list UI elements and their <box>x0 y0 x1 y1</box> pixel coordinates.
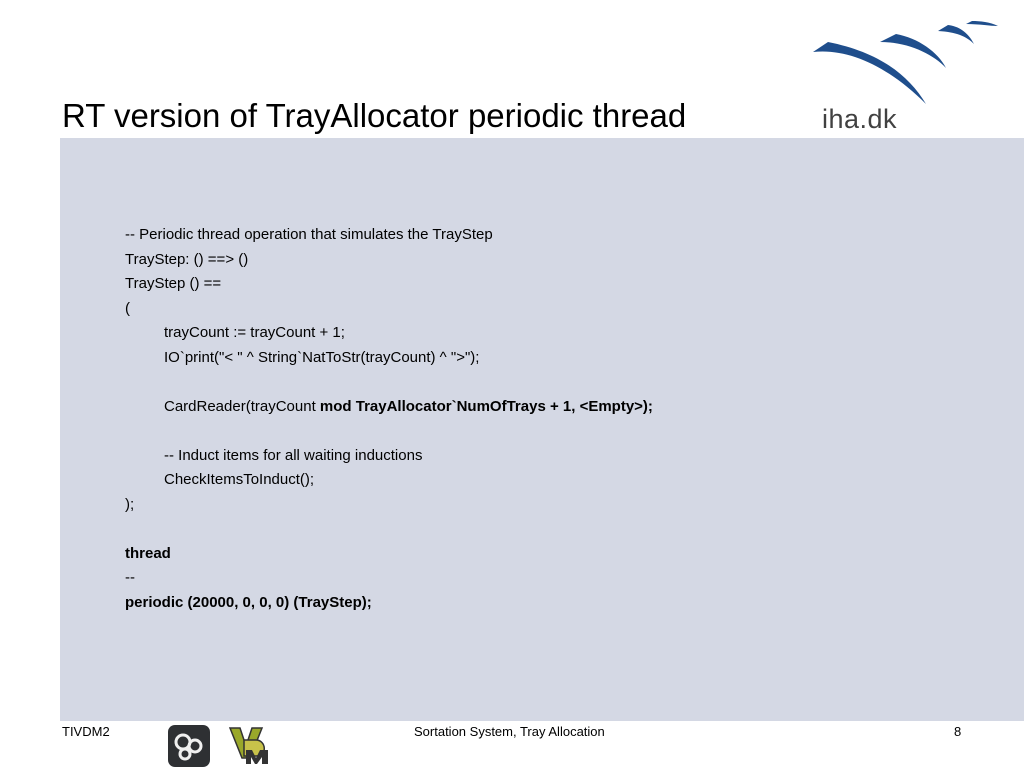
code-line <box>125 592 653 617</box>
code-line <box>125 273 653 298</box>
code-text: periodic (20000, 0, 0, 0) (TrayStep); <box>125 593 372 611</box>
code-text: -- Induct items for all waiting inductions <box>164 446 423 464</box>
code-text: TrayStep () == <box>125 275 222 292</box>
code-blank-line <box>125 518 653 543</box>
code-line <box>125 347 653 372</box>
overture-icon <box>168 725 210 767</box>
code-line <box>125 298 653 323</box>
code-blank-line <box>125 371 653 396</box>
footer-page-number: 8 <box>954 724 962 739</box>
code-text: trayCount := trayCount + 1; <box>164 324 345 341</box>
code-text: thread <box>125 544 171 562</box>
code-line <box>125 445 653 470</box>
vdm-icon <box>226 724 272 766</box>
code-line <box>125 494 653 519</box>
code-text: CheckItemsToInduct(); <box>164 471 315 488</box>
code-line <box>125 396 653 421</box>
code-line <box>125 567 653 592</box>
code-text: -- Periodic thread operation that simulates the TrayStep <box>125 226 493 243</box>
code-blank-line <box>125 420 653 445</box>
code-text: -- <box>125 569 135 586</box>
code-text: IO`print("< " ^ String`NatToStr(trayCount) ^ ">"); <box>164 348 480 366</box>
slide-title: RT version of TrayAllocator periodic thread <box>62 97 687 134</box>
code-line <box>125 543 653 568</box>
code-text: TrayStep: () ==> () <box>125 250 249 268</box>
iha-logo <box>808 18 1008 136</box>
code-block <box>125 224 653 616</box>
footer-course: TIVDM2 <box>62 724 110 739</box>
code-line <box>125 469 653 494</box>
code-text: ( <box>125 299 130 317</box>
code-line <box>125 224 653 249</box>
code-text: mod TrayAllocator`NumOfTrays + 1, <Empty>); <box>319 397 653 415</box>
code-line <box>125 249 653 274</box>
logo-text: iha.dk <box>822 104 898 134</box>
footer-subject: Sortation System, Tray Allocation <box>414 724 605 739</box>
code-text: CardReader(trayCount <box>164 397 320 415</box>
iha-logo-icon <box>808 18 1008 108</box>
code-text: ); <box>125 495 135 513</box>
code-line <box>125 322 653 347</box>
